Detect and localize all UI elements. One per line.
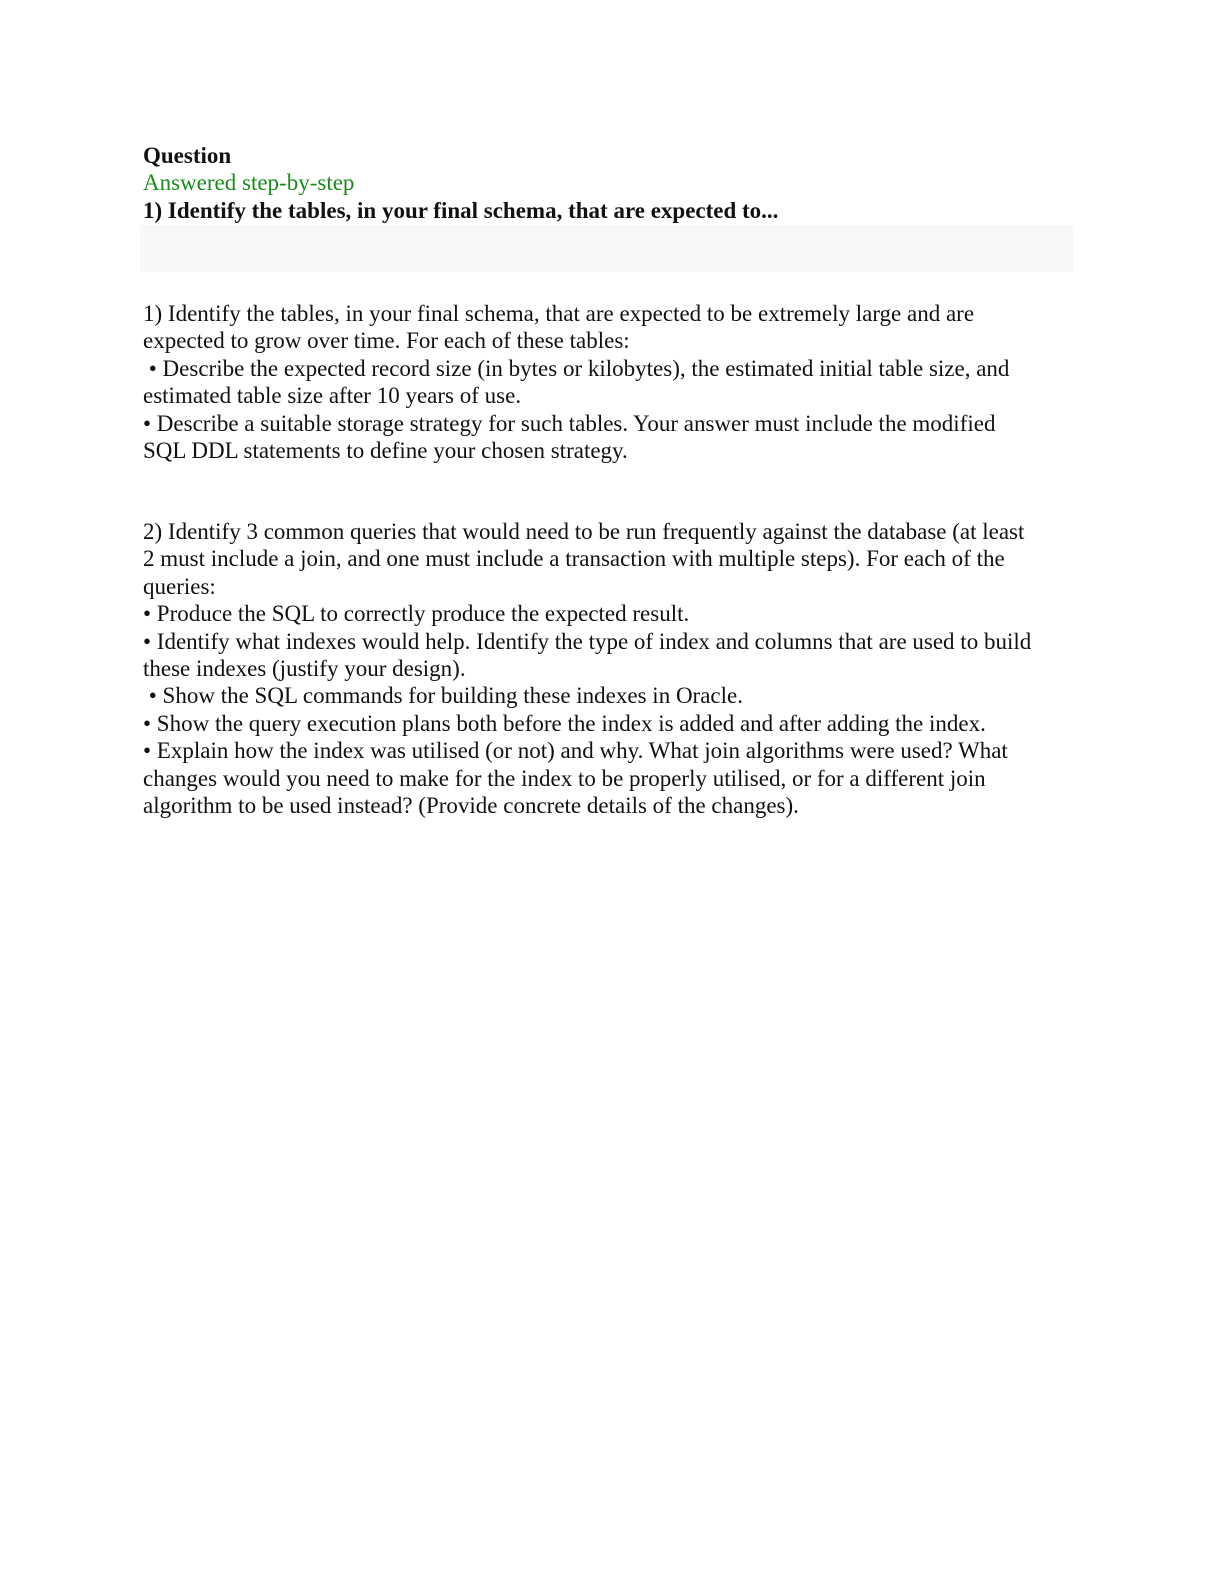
text-line: changes would you need to make for the index to be properly utilised, or for a different join [143,765,986,791]
question-label: Question [143,143,232,168]
text-line: • Identify what indexes would help. Identify the type of index and columns that are used to build [143,628,1032,654]
text-line: 1) Identify the tables, in your final schema, that are expected to be extremely large and are [143,301,975,326]
question-header [143,142,1073,225]
text-line: queries: [143,573,216,599]
text-line: 2 must include a join, and one must include a transaction with multiple steps). For each of the [143,546,1005,572]
text-line: these indexes (justify your design). [143,656,466,682]
text-line: • Produce the SQL to correctly produce the expected result. [143,601,690,627]
text-line: • Explain how the index was utilised (or not) and why. What join algorithms were used? What [143,738,1008,764]
text-line: expected to grow over time. For each of these tables: [143,328,630,354]
text-line: • Show the SQL commands for building these indexes in Oracle. [143,683,743,709]
text-line: algorithm to be used instead? (Provide concrete details of the changes). [143,793,799,819]
text-line: • Describe a suitable storage strategy for such tables. Your answer must include the modified [143,410,996,436]
question-title: 1) Identify the tables, in your final schema, that are expected to... [143,198,779,223]
text-line: • Show the query execution plans both before the index is added and after adding the index. [143,710,986,736]
text-line: SQL DDL statements to define your chosen strategy. [143,438,628,464]
question-2-text [143,518,1073,819]
question-1-text [143,300,1073,464]
text-line: 2) Identify 3 common queries that would need to be run frequently against the database (at least [143,519,1025,544]
answered-status: Answered step-by-step [143,170,355,195]
blank-panel [140,225,1073,272]
text-line: estimated table size after 10 years of use. [143,383,522,409]
text-line: • Describe the expected record size (in bytes or kilobytes), the estimated initial table size, and [143,355,1010,381]
